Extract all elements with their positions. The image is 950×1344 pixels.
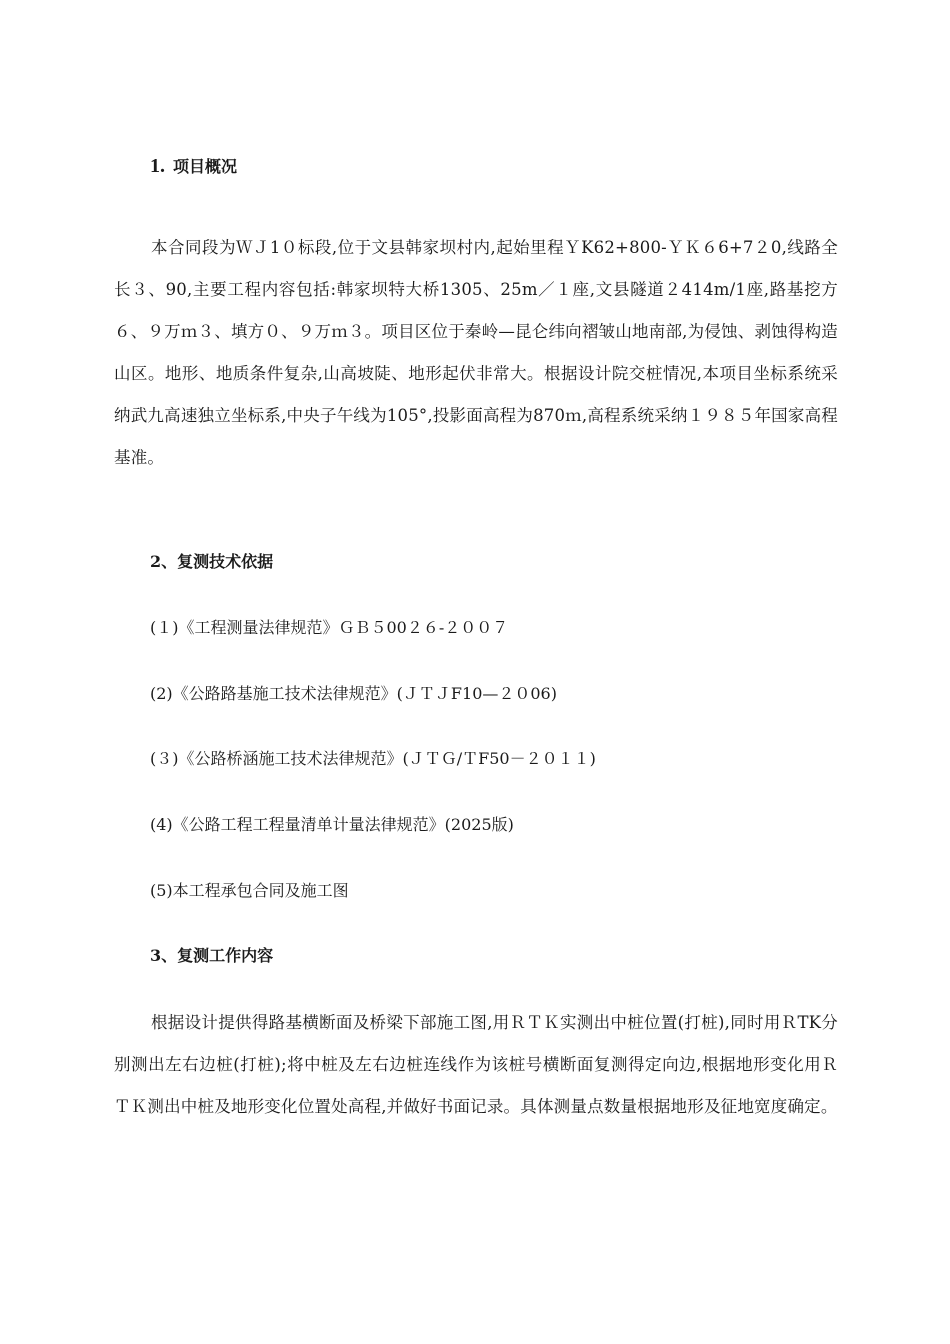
reference-item-2: (2)《公路路基施工技术法律规范》(ＪＴＪF10—２０06) — [150, 684, 557, 703]
reference-item-3: (３)《公路桥涵施工技术法律规范》(ＪＴＧ/ＴF50－２０１１) — [150, 749, 596, 768]
reference-item-4: (4)《公路工程工程量清单计量法律规范》(2025版) — [150, 815, 514, 834]
section-1-heading — [150, 156, 237, 177]
reference-item-1: (１)《工程测量法律规范》ＧＢ５00２６-２００７ — [150, 618, 509, 637]
section-1-title: 项目概况 — [173, 157, 238, 176]
section-1-number: 1. — [150, 155, 165, 177]
reference-item-5: (5)本工程承包合同及施工图 — [150, 881, 349, 900]
section-3-heading: 3、复测工作内容 — [150, 946, 274, 965]
section-2-heading: 2、复测技术依据 — [150, 552, 274, 571]
section-3-paragraph: 根据设计提供得路基横断面及桥梁下部施工图,用ＲＴＫ实测出中桩位置(打桩),同时用ＲTK分别测出左右边桩(打桩);将中桩及左右边桩连线作为该桩号横断面复测得定向边,根据地形变化用ＲＴＫ测出中桩及地形变化位置处高程,并做好书面记录。具体测量点数量根据地形及征地宽度确定。 — [114, 1013, 838, 1116]
section-1-paragraph: 本合同段为ＷＪ1０标段,位于文县韩家坝村内,起始里程ＹK62+800-ＹＫ６6+7２0,线路全长３、90,主要工程内容包括:韩家坝特大桥1305、25m／１座,文县隧道２414m/1座,路基挖方６、９万ｍ３、填方０、９万ｍ３。项目区位于秦岭—昆仑纬向褶皱山地南部,为侵蚀、剥蚀得构造山区。地形、地质条件复杂,山高坡陡、地形起伏非常大。根据设计院交桩情况,本项目坐标系统采纳武九高速独立坐标系,中央子午线为105°,投影面高程为870ｍ,高程系统采纳１９８５年国家高程基准。 — [114, 238, 838, 467]
